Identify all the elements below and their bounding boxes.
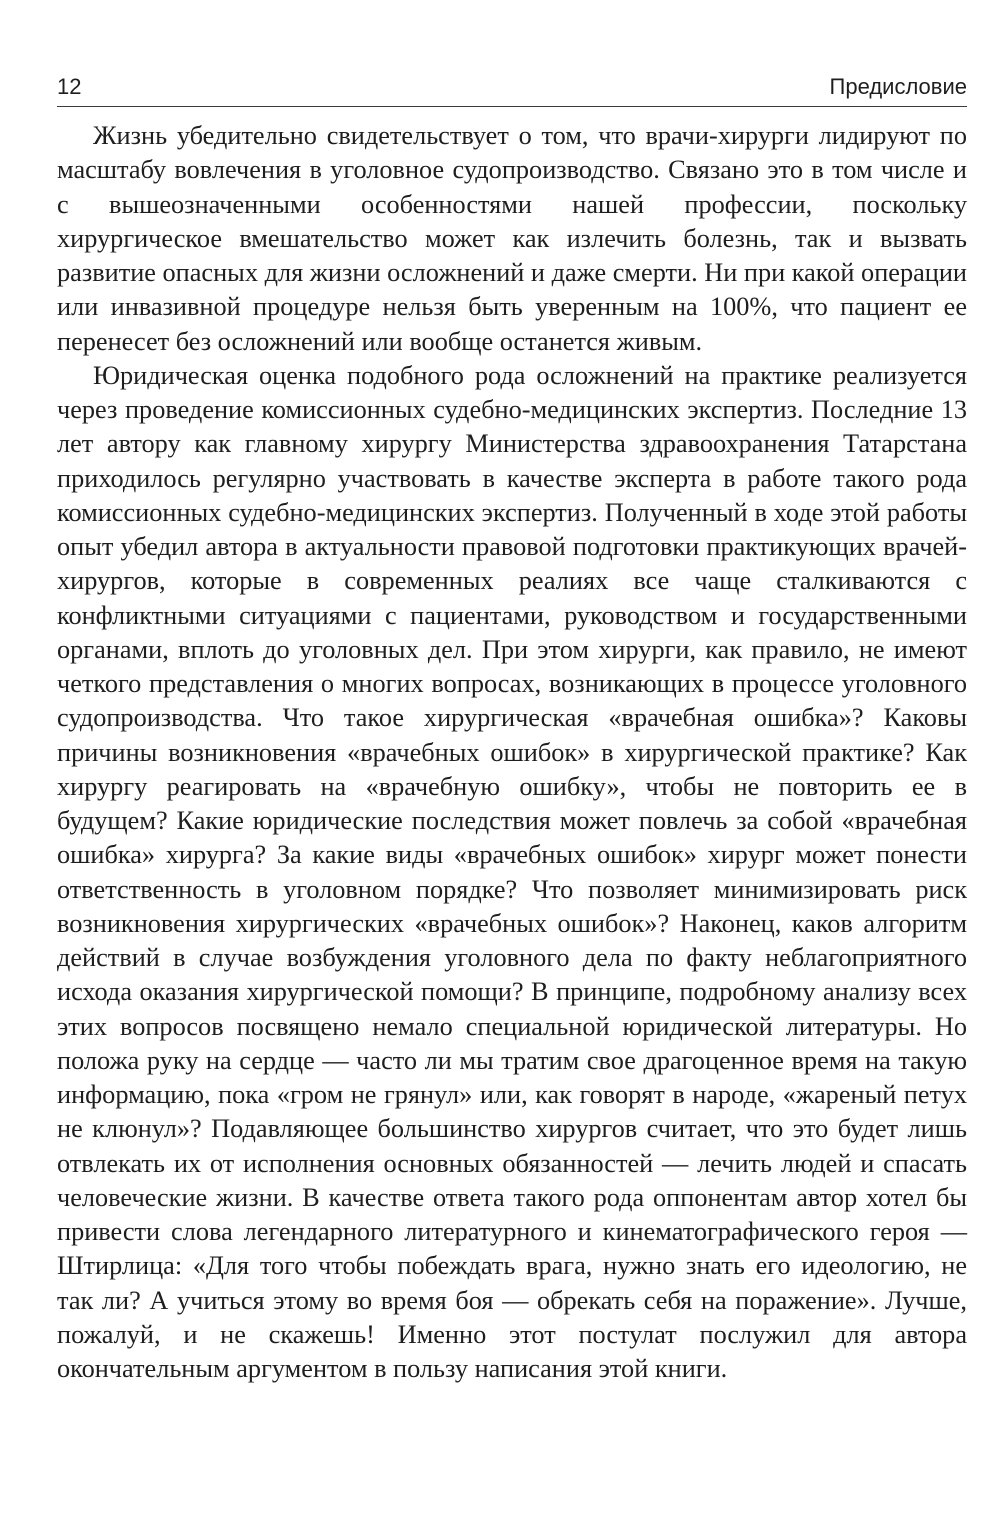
section-title: Предисловие: [829, 74, 967, 99]
paragraph: Юридическая оценка подобного рода осложнений на практике реализуется через проведение комиссионных судебно-медицинских экспертиз. Последние 13 лет автору как главному хирургу Министерства здравоохранения Татарстана приходилось регулярно участвовать в качестве эксперта в работе такого рода комиссионных судебно-медицинских экспертиз. Полученный в ходе этой работы опыт убедил автора в актуальности правовой подготовки практикующих врачей-хирургов, которые в современных реалиях все чаще сталкиваются с конфликтными ситуациями с пациентами, руководством и государственными органами, вплоть до уголовных дел. При этом хирурги, как правило, не имеют четкого представления о многих вопросах, возникающих в процессе уголовного судопроизводства. Что такое хирургическая «врачебная ошибка»? Каковы причины возникновения «врачебных ошибок» в хирургической практике? Как хирургу реагировать на «врачебную ошибку», чтобы не повторить ее в будущем? Какие юридические последствия может повлечь за собой «врачебная ошибка» хирурга? За какие виды «врачебных ошибок» хирург может понести ответственность в уголовном порядке? Что позволяет минимизировать риск возникновения хирургических «врачебных ошибок»? Наконец, каков алгоритм действий в случае возбуждения уголовного дела по факту неблагоприятного исхода оказания хирургической помощи? В принципе, подробному анализу всех этих вопросов посвящено немало специальной юридической литературы. Но положа руку на сердце — часто ли мы тратим свое драгоценное время на такую информацию, пока «гром не грянул» или, как говорят в народе, «жареный петух не клюнул»? Подавляющее большинство хирургов считает, что это будет лишь отвлекать их от исполнения основных обязанностей — лечить людей и спасать человеческие жизни. В качестве ответа такого рода оппонентам автор хотел бы привести слова легендарного литературного и кинематографического героя — Штирлица: «Для того чтобы побеждать врага, нужно знать его идеологию, не так ли? А учиться этому во время боя — обрекать себя на поражение». Лучше, пожалуй, и не скажешь! Именно этот постулат послужил для автора окончательным аргументом в пользу написания этой книги.: [57, 360, 967, 1383]
page-number: 12: [57, 74, 82, 99]
body-text: [57, 119, 967, 1386]
running-header: [57, 72, 967, 107]
paragraph: Жизнь убедительно свидетельствует о том, что врачи-хирурги лидируют по масштабу вовлечения в уголовное судопроизводство. Связано это в том числе и с вышеозначенными особенностями нашей профессии, поскольку хирургическое вмешательство может как излечить болезнь, так и вызвать развитие опасных для жизни осложнений и даже смерти. Ни при какой операции или инвазивной процедуре нельзя быть уверенным на 100%, что пациент ее перенесет без осложнений или вообще останется живым.: [57, 121, 967, 356]
